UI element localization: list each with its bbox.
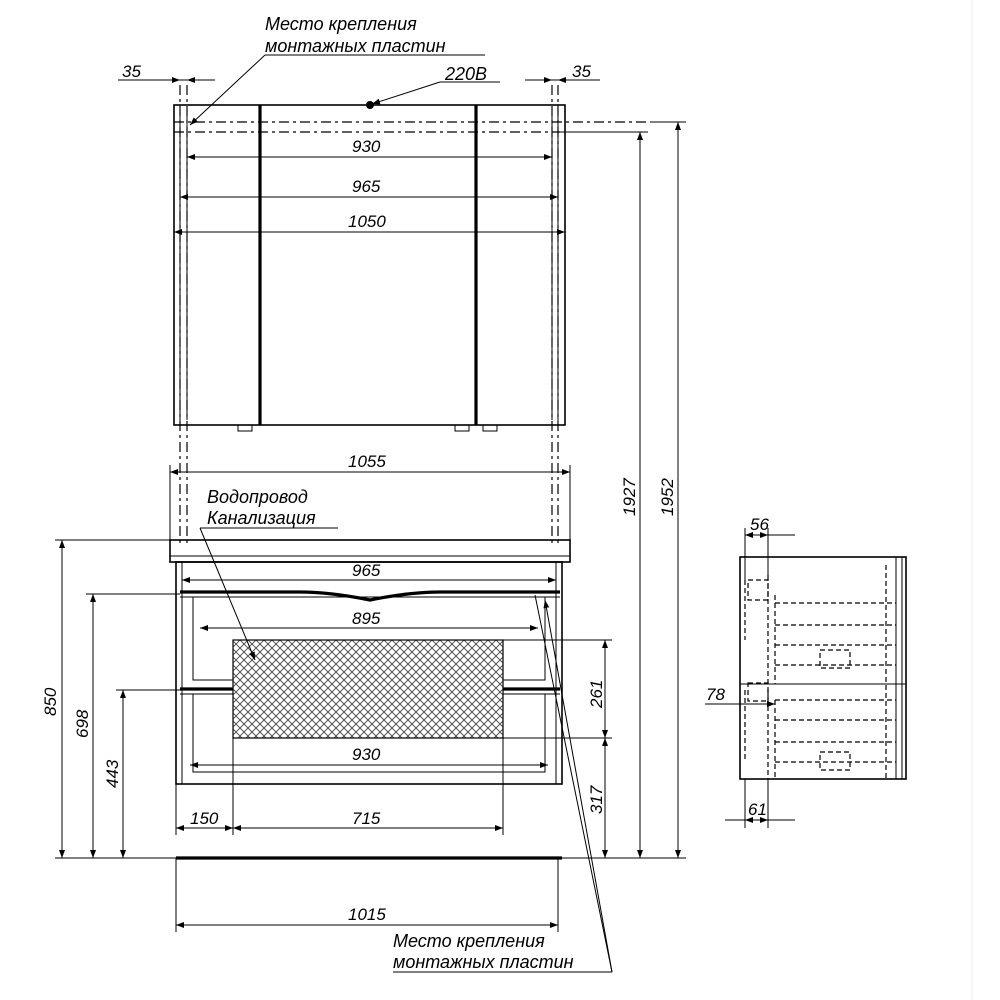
svg-text:56: 56 [750, 515, 769, 534]
water-note [200, 487, 338, 660]
dim-1015 [176, 858, 558, 932]
dim-965-mirror [180, 177, 558, 197]
dim-1952 [648, 122, 686, 858]
dim-1050-mirror [174, 212, 565, 232]
svg-text:1015: 1015 [348, 905, 386, 924]
svg-text:Место крепления: Место крепления [265, 14, 417, 34]
svg-text:443: 443 [103, 759, 122, 788]
dim-150 [176, 738, 233, 835]
svg-text:220В: 220В [445, 64, 488, 84]
mount-note-top [190, 14, 488, 125]
dim-850 [41, 540, 176, 858]
svg-text:150: 150 [190, 809, 219, 828]
power-outlet-icon [366, 101, 374, 109]
svg-text:35: 35 [572, 62, 591, 81]
dim-930-mirror [187, 137, 552, 157]
svg-text:1927: 1927 [620, 478, 639, 516]
dim-1927 [560, 132, 648, 858]
svg-text:монтажных пластин: монтажных пластин [393, 952, 574, 972]
dim-35-right [525, 62, 600, 81]
svg-text:78: 78 [706, 685, 725, 704]
dim-56 [745, 515, 795, 580]
svg-text:965: 965 [352, 177, 381, 196]
svg-text:930: 930 [352, 137, 381, 156]
svg-text:715: 715 [352, 809, 381, 828]
dim-895 [200, 609, 538, 628]
svg-text:965: 965 [352, 561, 381, 580]
svg-text:1952: 1952 [658, 478, 677, 516]
dim-317 [562, 738, 612, 858]
dim-443 [103, 690, 180, 858]
dim-35-left [118, 62, 215, 81]
svg-text:35: 35 [122, 62, 141, 81]
svg-text:317: 317 [587, 785, 606, 814]
svg-text:895: 895 [352, 609, 381, 628]
pipe-zone [233, 640, 503, 738]
dim-61 [725, 779, 795, 828]
svg-text:Место крепления: Место крепления [393, 931, 545, 951]
power-note [372, 64, 500, 104]
svg-text:261: 261 [587, 679, 606, 708]
svg-text:монтажных пластин: монтажных пластин [265, 36, 446, 56]
svg-text:1055: 1055 [348, 452, 386, 471]
svg-text:1050: 1050 [348, 212, 386, 231]
dim-965-cabinet [182, 561, 556, 580]
mirror-cabinet [174, 101, 650, 431]
svg-text:Водопровод: Водопровод [207, 487, 308, 507]
dim-930-drawer [190, 745, 548, 765]
svg-text:Канализация: Канализация [207, 508, 316, 528]
side-view [740, 557, 906, 779]
svg-text:698: 698 [73, 709, 92, 738]
svg-text:930: 930 [352, 745, 381, 764]
svg-text:850: 850 [41, 687, 60, 716]
svg-text:61: 61 [748, 800, 767, 819]
dim-698 [73, 594, 180, 858]
